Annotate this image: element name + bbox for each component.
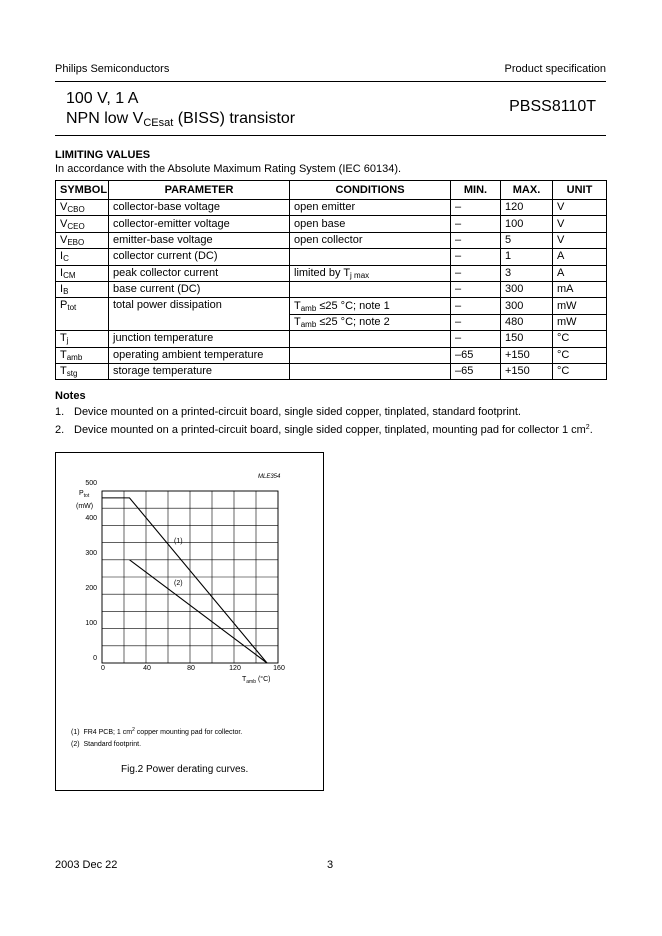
cell-unit: V (553, 232, 607, 248)
cell-parameter: peak collector current (109, 265, 290, 281)
x-tick-label: 120 (229, 665, 241, 672)
cell-symbol: $I_B$ (56, 281, 109, 297)
table-row (56, 249, 607, 265)
figure-code: MLE354 (258, 474, 281, 480)
x-tick-label: 160 (273, 665, 285, 672)
figure-power-derating (55, 452, 324, 791)
page-number: 3 (327, 859, 334, 871)
cell-min: – (451, 281, 501, 297)
header-doc-type: Product specification (504, 63, 606, 75)
header-company: Philips Semiconductors (55, 63, 170, 75)
cell-min: – (451, 216, 501, 232)
title-line-1: 100 V, 1 A (66, 90, 139, 107)
x-axis-label: $T_{amb}$ (°C) (242, 676, 271, 685)
cell-conditions (290, 331, 451, 347)
col-header-max: MAX. (501, 181, 553, 200)
table-header-row (56, 181, 607, 200)
cell-unit: V (553, 200, 607, 216)
y-tick-label: 500 (85, 480, 97, 487)
cell-unit: mW (553, 314, 607, 330)
table-row (56, 331, 607, 347)
cell-min: – (451, 314, 501, 330)
cell-conditions: open collector (290, 232, 451, 248)
cell-symbol: $V_{CBO}$ (56, 200, 109, 216)
cell-max: +150 (501, 347, 553, 363)
cell-max: 300 (501, 298, 553, 314)
cell-parameter: storage temperature (109, 363, 290, 379)
table-row (56, 347, 607, 363)
x-tick-label: 80 (187, 665, 195, 672)
cell-parameter: operating ambient temperature (109, 347, 290, 363)
table-row (56, 232, 607, 248)
part-number: PBSS8110T (509, 98, 596, 115)
col-header-min: MIN. (451, 181, 501, 200)
table-row (56, 281, 607, 297)
legend-item-1: (1) FR4 PCB; 1 $cm^2$ copper mounting pad for collector. (71, 727, 243, 736)
cell-conditions: $T_{amb} \le 25$ °C; note 2 (290, 314, 451, 330)
figure-caption: Fig.2 Power derating curves. (121, 764, 249, 775)
cell-conditions: limited by $T_{j max}$ (290, 265, 451, 281)
cell-parameter: junction temperature (109, 331, 290, 347)
cell-conditions: open base (290, 216, 451, 232)
cell-conditions: $T_{amb} \le 25$ °C; note 1 (290, 298, 451, 314)
cell-symbol: $I_C$ (56, 249, 109, 265)
cell-max: 3 (501, 265, 553, 281)
col-header-conditions: CONDITIONS (290, 181, 451, 200)
cell-max: 480 (501, 314, 553, 330)
cell-symbol: $P_{tot}$ (56, 298, 109, 331)
footer-date: 2003 Dec 22 (55, 859, 118, 871)
cell-min: – (451, 265, 501, 281)
col-header-unit: UNIT (553, 181, 607, 200)
cell-symbol: $I_{CM}$ (56, 265, 109, 281)
cell-symbol: $V_{CEO}$ (56, 216, 109, 232)
table-row (56, 216, 607, 232)
y-tick-label: 100 (85, 620, 97, 627)
header-rule (55, 81, 606, 82)
y-axis-label: $P_{tot}$ (79, 490, 90, 499)
cell-conditions (290, 249, 451, 265)
cell-min: – (451, 331, 501, 347)
series-line-1 (102, 498, 267, 663)
cell-conditions (290, 281, 451, 297)
table-row (56, 200, 607, 216)
cell-max: 5 (501, 232, 553, 248)
limiting-values-table (55, 180, 607, 380)
x-tick-label: 0 (101, 665, 105, 672)
table-row (56, 298, 607, 314)
legend-item-2: (2) Standard footprint. (71, 741, 142, 748)
cell-unit: °C (553, 363, 607, 379)
curve-label-2: (2) (174, 580, 183, 587)
cell-max: 300 (501, 281, 553, 297)
cell-parameter: collector current (DC) (109, 249, 290, 265)
cell-min: –65 (451, 347, 501, 363)
y-tick-label: 400 (85, 515, 97, 522)
cell-max: 1 (501, 249, 553, 265)
cell-max: +150 (501, 363, 553, 379)
cell-parameter: total power dissipation (109, 298, 290, 331)
cell-parameter: emitter-base voltage (109, 232, 290, 248)
cell-min: – (451, 249, 501, 265)
cell-min: –65 (451, 363, 501, 379)
section-intro: In accordance with the Absolute Maximum Rating System (IEC 60134). (55, 163, 402, 175)
cell-parameter: collector-emitter voltage (109, 216, 290, 232)
curve-label-1: (1) (174, 538, 183, 545)
col-header-parameter: PARAMETER (109, 181, 290, 200)
cell-unit: °C (553, 347, 607, 363)
note-2: 2. Device mounted on a printed-circuit board, single sided copper, tinplated, mounting pad for collector 1 $cm^2$. (55, 424, 593, 436)
cell-conditions (290, 363, 451, 379)
document-title (66, 89, 295, 129)
cell-max: 150 (501, 331, 553, 347)
cell-conditions (290, 347, 451, 363)
cell-symbol: $T_j$ (56, 331, 109, 347)
title-rule (55, 135, 606, 136)
cell-unit: mW (553, 298, 607, 314)
cell-unit: mA (553, 281, 607, 297)
cell-symbol: $T_{amb}$ (56, 347, 109, 363)
cell-symbol: $V_{EBO}$ (56, 232, 109, 248)
col-header-symbol: SYMBOL (56, 181, 109, 200)
cell-unit: A (553, 249, 607, 265)
table-row (56, 265, 607, 281)
table-row (56, 363, 607, 379)
y-tick-label: 300 (85, 550, 97, 557)
cell-max: 100 (501, 216, 553, 232)
cell-unit: °C (553, 331, 607, 347)
cell-unit: A (553, 265, 607, 281)
cell-parameter: base current (DC) (109, 281, 290, 297)
cell-parameter: collector-base voltage (109, 200, 290, 216)
title-line-2: NPN low $V_{CEsat}$ (BISS) transistor (66, 110, 296, 129)
cell-max: 120 (501, 200, 553, 216)
cell-conditions: open emitter (290, 200, 451, 216)
y-tick-label: 200 (85, 585, 97, 592)
cell-min: – (451, 232, 501, 248)
y-axis-unit: (mW) (76, 503, 94, 510)
cell-min: – (451, 298, 501, 314)
cell-unit: V (553, 216, 607, 232)
x-tick-label: 40 (143, 665, 151, 672)
y-tick-label: 0 (93, 655, 97, 662)
cell-min: – (451, 200, 501, 216)
section-title: LIMITING VALUES (55, 149, 151, 161)
notes-title: Notes (55, 390, 86, 402)
note-1: 1. Device mounted on a printed-circuit board, single sided copper, tinplated, standard footprint. (55, 406, 521, 418)
cell-symbol: $T_{stg}$ (56, 363, 109, 379)
